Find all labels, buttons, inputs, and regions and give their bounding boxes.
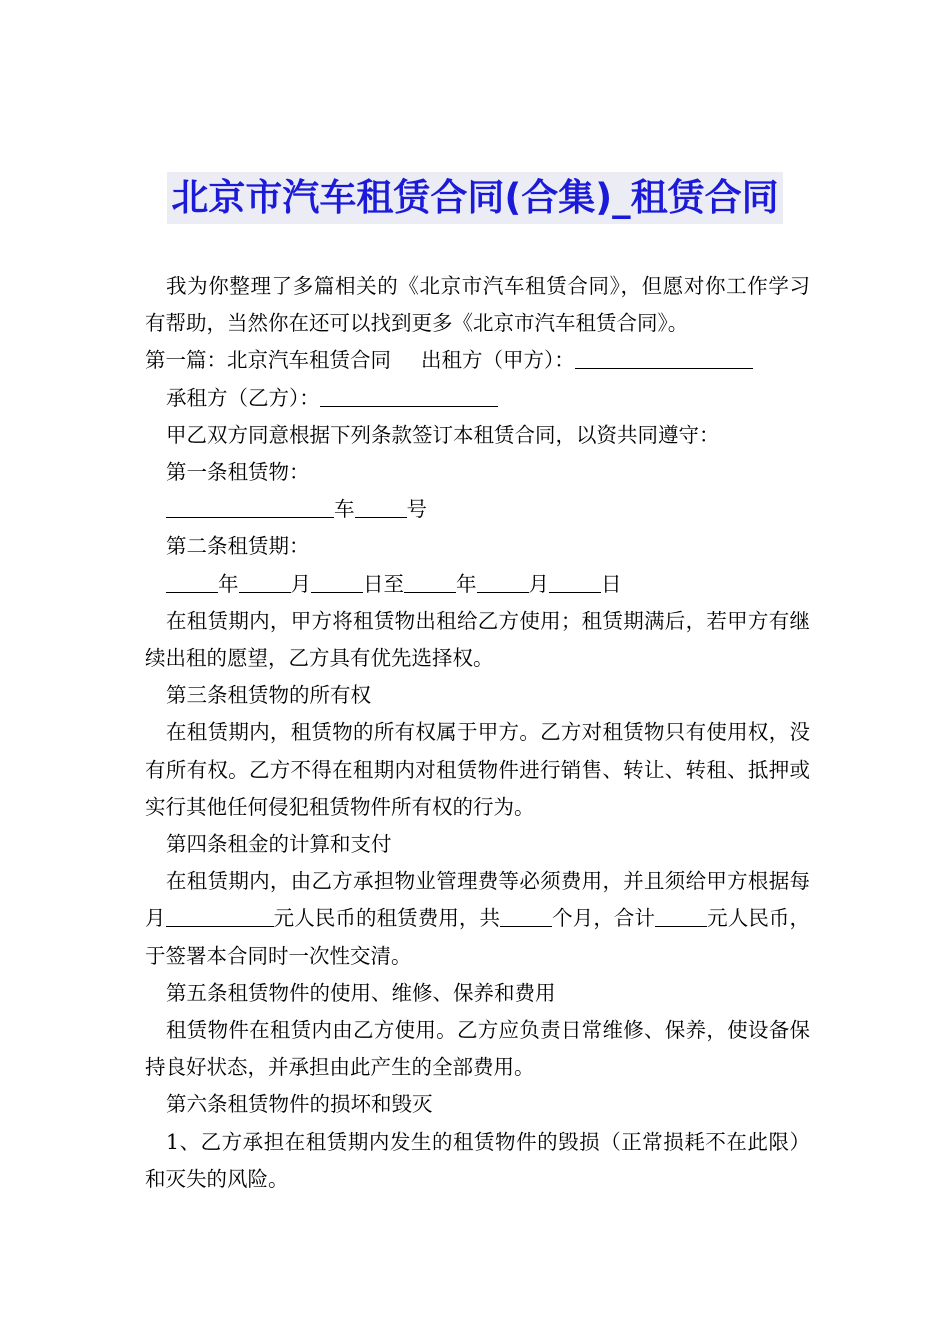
- start-day-blank: [311, 570, 363, 593]
- lessee-label: 承租方（乙方）：: [166, 385, 320, 410]
- clause6-item1: 1、乙方承担在租赁期内发生的租赁物件的毁损（正常损耗不在此限）和灭失的风险。: [145, 1129, 810, 1191]
- clause5-text: 租赁物件在租赁内由乙方使用。乙方应负责日常维修、保养，使设备保持良好状态，并承担由此产生的全部费用。: [145, 1018, 810, 1080]
- lessee-blank: [320, 384, 498, 407]
- month2-label: 月: [528, 571, 549, 596]
- clause4-title: 第四条租金的计算和支付: [166, 832, 392, 857]
- clause4-text: [145, 863, 810, 975]
- end-month-blank: [477, 570, 529, 593]
- clause4-part-c: 个月，合计: [552, 906, 656, 931]
- day2-label: 日: [601, 571, 622, 596]
- document-body: [145, 268, 810, 1198]
- lessor-label: 出租方（甲方）：: [421, 348, 575, 373]
- clause3-text: 在租赁期内，租赁物的所有权属于甲方。乙方对租赁物只有使用权，没有所有权。乙方不得在租期内对租赁物件进行销售、转让、转租、抵押或实行其他任何侵犯租赁物件所有权的行为。: [145, 720, 810, 819]
- lessee-line: [145, 380, 810, 417]
- month-label: 月: [290, 571, 311, 596]
- clause1-fill-line: [145, 491, 810, 528]
- title-container: [0, 172, 950, 224]
- article1-line: [145, 342, 810, 379]
- intro-paragraph: 我为你整理了多篇相关的《北京市汽车租赁合同》，但愿对你工作学习有帮助，当然你在还可以找到更多《北京市汽车租赁合同》。: [145, 274, 810, 336]
- article1-heading: 第一篇：北京汽车租赁合同: [145, 348, 391, 373]
- end-year-blank: [404, 570, 456, 593]
- total-blank: [655, 904, 707, 927]
- agreement-line: 甲乙双方同意根据下列条款签订本租赁合同，以资共同遵守：: [166, 422, 720, 447]
- start-month-blank: [239, 570, 291, 593]
- monthly-rent-blank: [166, 904, 274, 927]
- number-label: 号: [406, 497, 427, 522]
- months-blank: [500, 904, 552, 927]
- vehicle-blank: [166, 495, 334, 518]
- clause3-title: 第三条租赁物的所有权: [166, 683, 371, 708]
- clause2-date-line: [145, 566, 810, 603]
- clause1-title: 第一条租赁物：: [166, 460, 310, 485]
- lessor-blank: [575, 346, 753, 369]
- car-label: 车: [334, 497, 355, 522]
- clause2-title: 第二条租赁期：: [166, 534, 310, 559]
- number-blank: [355, 495, 407, 518]
- year2-label: 年: [456, 571, 477, 596]
- clause4-part-a: 在租赁期内，由乙方承担物业管理费等必须费用，并且须给甲方根据每月: [145, 869, 810, 931]
- clause4-part-d: 元人民币，于签署本合同时一次性交清。: [145, 906, 811, 968]
- day-to-label: 日至: [363, 571, 404, 596]
- clause6-title: 第六条租赁物件的损坏和毁灭: [166, 1092, 433, 1117]
- document-title: 北京市汽车租赁合同(合集)_租赁合同: [167, 172, 782, 224]
- clause5-title: 第五条租赁物件的使用、维修、保养和费用: [166, 980, 556, 1005]
- start-year-blank: [166, 570, 218, 593]
- clause2-text: 在租赁期内，甲方将租赁物出租给乙方使用；租赁期满后，若甲方有继续出租的愿望，乙方具有优先选择权。: [145, 608, 810, 671]
- clause4-part-b: 元人民币的租赁费用，共: [273, 906, 501, 931]
- end-day-blank: [549, 570, 601, 593]
- year-label: 年: [218, 571, 239, 596]
